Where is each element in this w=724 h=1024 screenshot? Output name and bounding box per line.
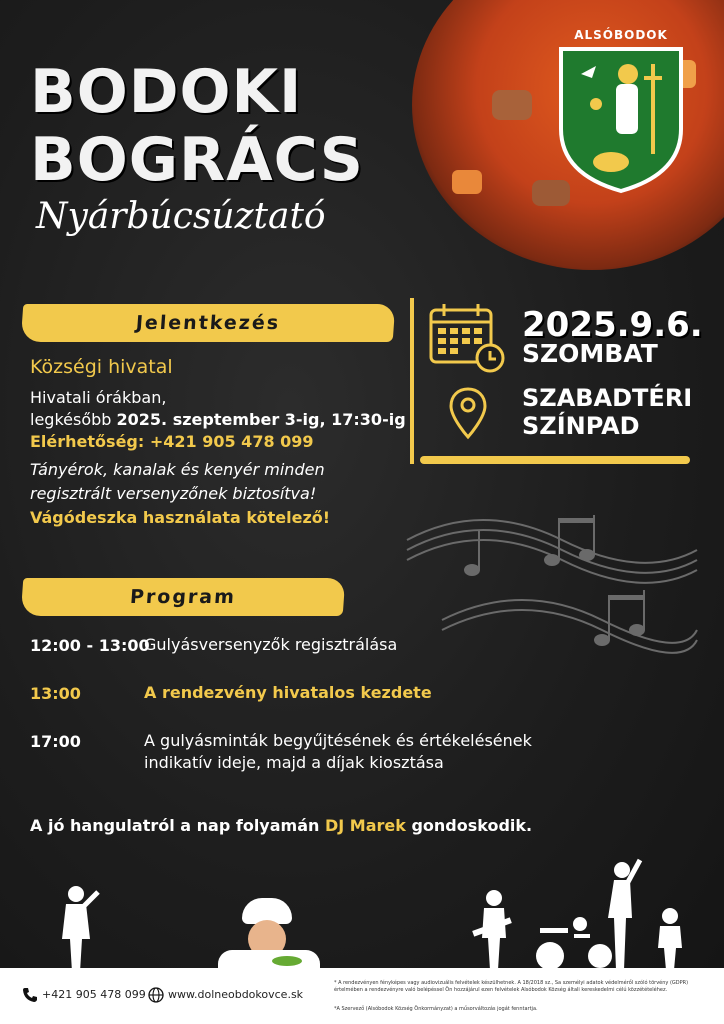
program-text-1: Gulyásversenyzők regisztrálása <box>144 635 398 654</box>
program-heading-banner <box>21 578 346 616</box>
program-time-2: 13:00 <box>30 684 81 703</box>
infobox-left-border <box>410 298 414 464</box>
calendar-icon <box>428 302 508 374</box>
singer-silhouette-icon <box>46 884 106 974</box>
program-time-1: 12:00 - 13:00 <box>30 636 150 655</box>
registration-required: Vágódeszka használata kötelező! <box>30 508 331 527</box>
footer-fineprint-2: *A Szervező (Alsóbodok Község Önkormányzat) a műsorváltozás jogát fenntartja. <box>334 1006 538 1012</box>
globe-icon <box>148 987 164 1003</box>
footer-website[interactable]: www.dolneobdokovce.sk <box>168 988 304 1001</box>
registration-heading-banner <box>21 304 396 342</box>
program-text-3b: indikatív ideje, majd a díjak kiosztása <box>144 753 444 772</box>
footer-phone: +421 905 478 099 <box>42 988 146 1001</box>
closing-dj: DJ Marek <box>324 816 406 835</box>
phone-icon <box>22 987 38 1003</box>
program-closing <box>30 816 532 835</box>
registration-contact: Elérhetőség: +421 905 478 099 <box>30 432 314 451</box>
registration-place: Községi hivatal <box>30 356 173 378</box>
infobox-bottom-border <box>420 456 690 464</box>
registration-deadline <box>30 408 406 432</box>
crest-label: ALSÓBODOK <box>574 28 668 42</box>
footer <box>0 968 724 1024</box>
event-day: SZOMBAT <box>522 339 658 368</box>
chef-image <box>218 898 320 972</box>
program-text-2: A rendezvény hivatalos kezdete <box>144 683 432 702</box>
registration-note2: regisztrált versenyzőnek biztosítva! <box>30 484 317 503</box>
venue-line2: SZÍNPAD <box>522 412 640 440</box>
registration-heading: Jelentkezés <box>135 312 281 334</box>
closing-prefix: A jó hangulatról a nap folyamán <box>30 816 325 835</box>
registration-note1: Tányérok, kanalak és kenyér minden <box>30 460 325 479</box>
program-heading: Program <box>129 586 237 608</box>
music-notes-icon <box>402 500 702 670</box>
closing-suffix: gondoskodik. <box>405 816 533 835</box>
event-title-line2: BOGRÁCS <box>30 125 364 195</box>
event-subtitle: Nyárbúcsúztató <box>36 196 326 237</box>
footer-fineprint-1: * A rendezvényen fényképes vagy audiovizuális felvételek készülhetnek. A 18/2018 sz., Sa személyi adatok védelméről szóló törvény (GDPR) értelmében a rendezvényre való belépéssel Ön hozzájárul ezen felvételek Alsóbodok Község általi kereskedelmi célú közzétételéhez. <box>334 980 689 993</box>
program-time-3: 17:00 <box>30 732 81 751</box>
band-silhouette-icon <box>470 858 700 972</box>
venue-line1: SZABADTÉRI <box>522 384 693 412</box>
location-pin-icon <box>448 386 488 440</box>
deadline-date: 2025. szeptember 3-ig, 17:30-ig <box>116 410 406 429</box>
deadline-prefix: legkésőbb <box>30 410 117 429</box>
event-date: 2025.9.6. <box>522 305 703 345</box>
program-text-3: A gulyásminták begyűjtésének és értékelésének <box>144 731 532 750</box>
event-title-line1: BODOKI <box>30 57 303 127</box>
registration-hours: Hivatali órákban, <box>30 388 167 407</box>
alsobodok-crest-icon <box>556 44 686 194</box>
